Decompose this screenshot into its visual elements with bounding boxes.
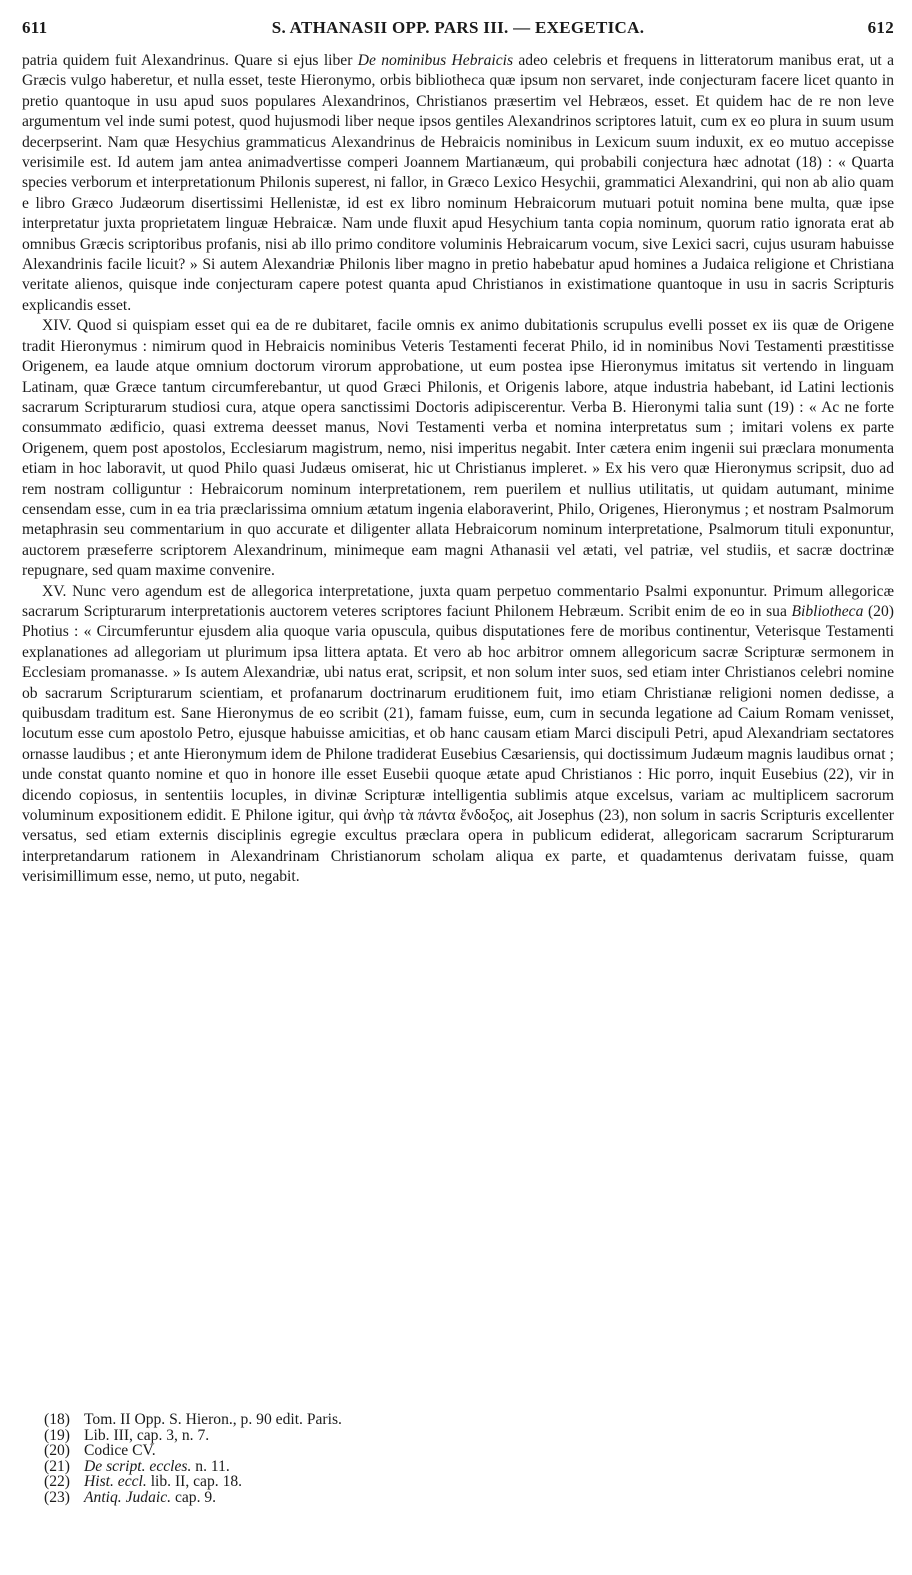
footnote-text: Tom. II Opp. S. Hieron., p. 90 edit. Paris. bbox=[84, 1411, 342, 1428]
text-run: XIV. Quod si quispiam esset qui ea de re dubitaret, facile omnis ex animo dubitationis scrupulus evelli posset ex iis quæ de Origene tradit Hieronymus : nimirum quod in Hebraicis nominibus Veteris Testamenti fecerat Philo, id in nominibus Novi Testamenti præstitisse Origenem, ea laude atque omnium doctorum virorum approbatione, ut eum postea ipse Hieronymus imitatus sit vertendo in linguam Latinam, quæ Græce tantum circumferebantur, ut quod Græci Philonis, et Origenis labore, atque industria habebant, id Latini lectionis sacrarum Scripturarum studiosi cura, atque opera sanctissimi Doctoris adipiscerentur. Verba B. Hieronymi talia sunt (19) : « Ac ne forte consummato ædificio, quasi extrema deesset manus, Novi Testamenti verba et nomina interpretatus sum ; imitari volens ex parte Origenem, quem post apostolos, Ecclesiarum magistrum, nemo, nisi imperitus negabit. Inter cætera enim ingenii sui præclara monumenta etiam in hoc laboravit, ut quod Philo quasi Judæus omiserat, hic ut Christianus impleret. » Ex his vero quæ Hieronymus scripsit, duo ad rem nostram colliguntur : Hebraicorum nominum interpretationem, rem puerilem et nullius utilitatis, ut quidam autumant, minime censendam esse, cum in ea tria præclarissima omnium ætatum ingenia elaboraverint, Philo, Origenes, Hieronymus ; et nostram Psalmorum metaphrasin seu commentarium in quo accurate et diligenter allata Hebraicorum nominum interpretatione, Psalmorum tituli exponuntur, auctorem præseferre scriptorem Alexandrinum, minimeque eam magni Athanasii vel ætati, vel patriæ, vel studiis, et sacræ doctrinæ repugnare, sed quam maxime convenire. bbox=[22, 317, 894, 580]
text-run: patria quidem fuit Alexandrinus. Quare si ejus liber bbox=[22, 52, 358, 69]
running-header bbox=[22, 18, 894, 46]
body-text bbox=[22, 51, 894, 888]
footnote-number: (22) bbox=[44, 1473, 70, 1491]
footnote-number: (18) bbox=[44, 1411, 70, 1428]
footnote bbox=[44, 1443, 342, 1459]
footnote-text: cap. 9. bbox=[171, 1488, 217, 1506]
left-page-number: 611 bbox=[22, 18, 48, 37]
footnote bbox=[44, 1428, 342, 1444]
text-run: adeo celebris et frequens in litteratorum manibus erat, ut a Græcis vulgo haberetur, et nulla esset, teste Hieronymo, orbis bibliotheca quæ ipsum non servaret, inde conjecturam facere licet quanto in pretio quantoque in usu apud suos populares Alexandrinos, Christianos præsertim vel Hebræos, esset. Et quidem hac de re non leve argumentum vel inde sumi potest, quod hujusmodi liber neque ipsos gentiles Alexandrinos scriptores latuit, cum ex eo plura in suum usum decerpserint. Nam quæ Hesychius grammaticus Alexandrinus de Hebraicis nominibus in Lexicum suum induxit, ex eo mutuo accepisse verisimile est. Id autem jam antea animadvertisse comperi Joannem Martianæum, qui probabili conjectura hæc adnotat (18) : « Quarta species verborum et interpretationum Philonis superest, ni fallor, in Græco Lexico Hesychii, grammatici Alexandrini, qui non ab alio quam e libro Græco Judæorum disertissimi Hellenistæ, id est ex libro nominum Hebraicorum mutuari potuit nomina bene multa, quæ ipse interpretatur juxta proprietatem linguæ Hebraicæ. Nam unde fluxit apud Hesychium tanta copia nominum, quorum ratio ignorata erat ab omnibus Græcis scriptoribus profanis, nisi ab illo primo conditore voluminis Hebraicarum vocum, sive Lexici sacri, cujus usuram habuisse Alexandrinis facile licuit? » Si autem Alexandriæ Philonis liber magno in pretio habebatur apud homines a Judaica religione et Christiana veritate alienos, quisque inde conjecturam capere potest quanta apud Christianos in existimatione quantoque in usu in sacris Scripturis explicandis esset. bbox=[22, 52, 894, 314]
footnote-text: Lib. III, cap. 3, n. 7. bbox=[84, 1426, 210, 1444]
footnote-number: (21) bbox=[44, 1457, 70, 1475]
italic-title: De nominibus Hebraicis bbox=[357, 52, 514, 69]
footnote-text: lib. II, cap. 18. bbox=[146, 1473, 243, 1491]
footnote bbox=[44, 1490, 342, 1506]
footnotes bbox=[44, 1412, 342, 1506]
paragraph-continuation bbox=[22, 51, 894, 316]
running-title: S. ATHANASII OPP. PARS III. — EXEGETICA. bbox=[271, 18, 645, 37]
footnote-number: (23) bbox=[44, 1488, 70, 1506]
footnote bbox=[44, 1474, 342, 1490]
right-page-number: 612 bbox=[867, 18, 894, 37]
footnote-text: Codice CV. bbox=[84, 1442, 156, 1460]
text-run: (20) Photius : « Circumferuntur ejusdem alia quoque varia opuscula, quibus disputationes fere de moribus continentur, Veterisque Testamenti explanationes ad allegoriam ut plurimum ipsa littera aptata. Et vero ab hoc arbitror omnem allegoricum sacræ Scripturæ sermonem in Ecclesiam promanasse. » Is autem Alexandriæ, ubi natus erat, scripsit, et non solum inter suos, sed etiam inter Christianos celebri nomine ob sacrarum Scripturarum scientiam, et profanarum doctrinarum eruditionem fuit, imo etiam Christianæ religioni nomen dedisse, a quibusdam traditum est. Sane Hieronymus de eo scribit (21), famam fuisse, eum, cum in secunda legatione ad Caium Romam venisset, locutum esse cum apostolo Petro, ejusque habuisse amicitias, et ob hanc causam etiam Marci discipuli Petri, apud Alexandriam sectatores ornasse laudibus ; et ante Hieronymum idem de Philone tradiderat Eusebius Cæsariensis, qui doctissimum Judæum magnis laudibus ornat ; unde constat quanto nomine et quo in honore ille esset Eusebii quoque ætate apud Christianos : Hic porro, inquit Eusebius (22), vir in dicendo copiosus, in sententiis locuples, in divinæ Scripturæ intelligentia sublimis atque excelsus, variam ac multiplicem sacrorum voluminum expositionem edidit. E Philone igitur, qui ἀνὴρ τὰ πάντα ἔνδοξος, ait Josephus (23), non solum in sacris Scripturis excellenter versatus, sed etiam externis disciplinis egregie excultus præclara opera in publicum ediderat, allegoricam sacrarum Scripturarum interpretandarum rationem in Alexandrinam Christianorum scholam aliqua ex parte, et quadamtenus derivatam fuisse, quam verisimillimum esse, nemo, ut puto, negabit. bbox=[22, 602, 894, 886]
footnote-italic: De script. eccles. bbox=[84, 1457, 192, 1475]
italic-title: Bibliotheca bbox=[791, 602, 864, 620]
footnote-italic: Antiq. Judaic. bbox=[84, 1488, 172, 1506]
paragraph-xv bbox=[22, 582, 894, 888]
footnote-text: n. 11. bbox=[191, 1457, 230, 1475]
text-run: XV. Nunc vero agendum est de allegorica interpretatione, juxta quam perpetuo commentario Psalmi exponuntur. Primum allegoricæ sacrarum Scripturarum interpretationis auctorem veteres scriptores faciunt Philonem Hebræum. Scribit enim de eo in sua bbox=[22, 582, 894, 620]
footnote bbox=[44, 1412, 342, 1428]
footnote-number: (20) bbox=[44, 1442, 70, 1460]
paragraph-xiv bbox=[22, 316, 894, 581]
footnote-italic: Hist. eccl. bbox=[84, 1473, 147, 1491]
footnote-number: (19) bbox=[44, 1426, 70, 1444]
footnote bbox=[44, 1459, 342, 1475]
